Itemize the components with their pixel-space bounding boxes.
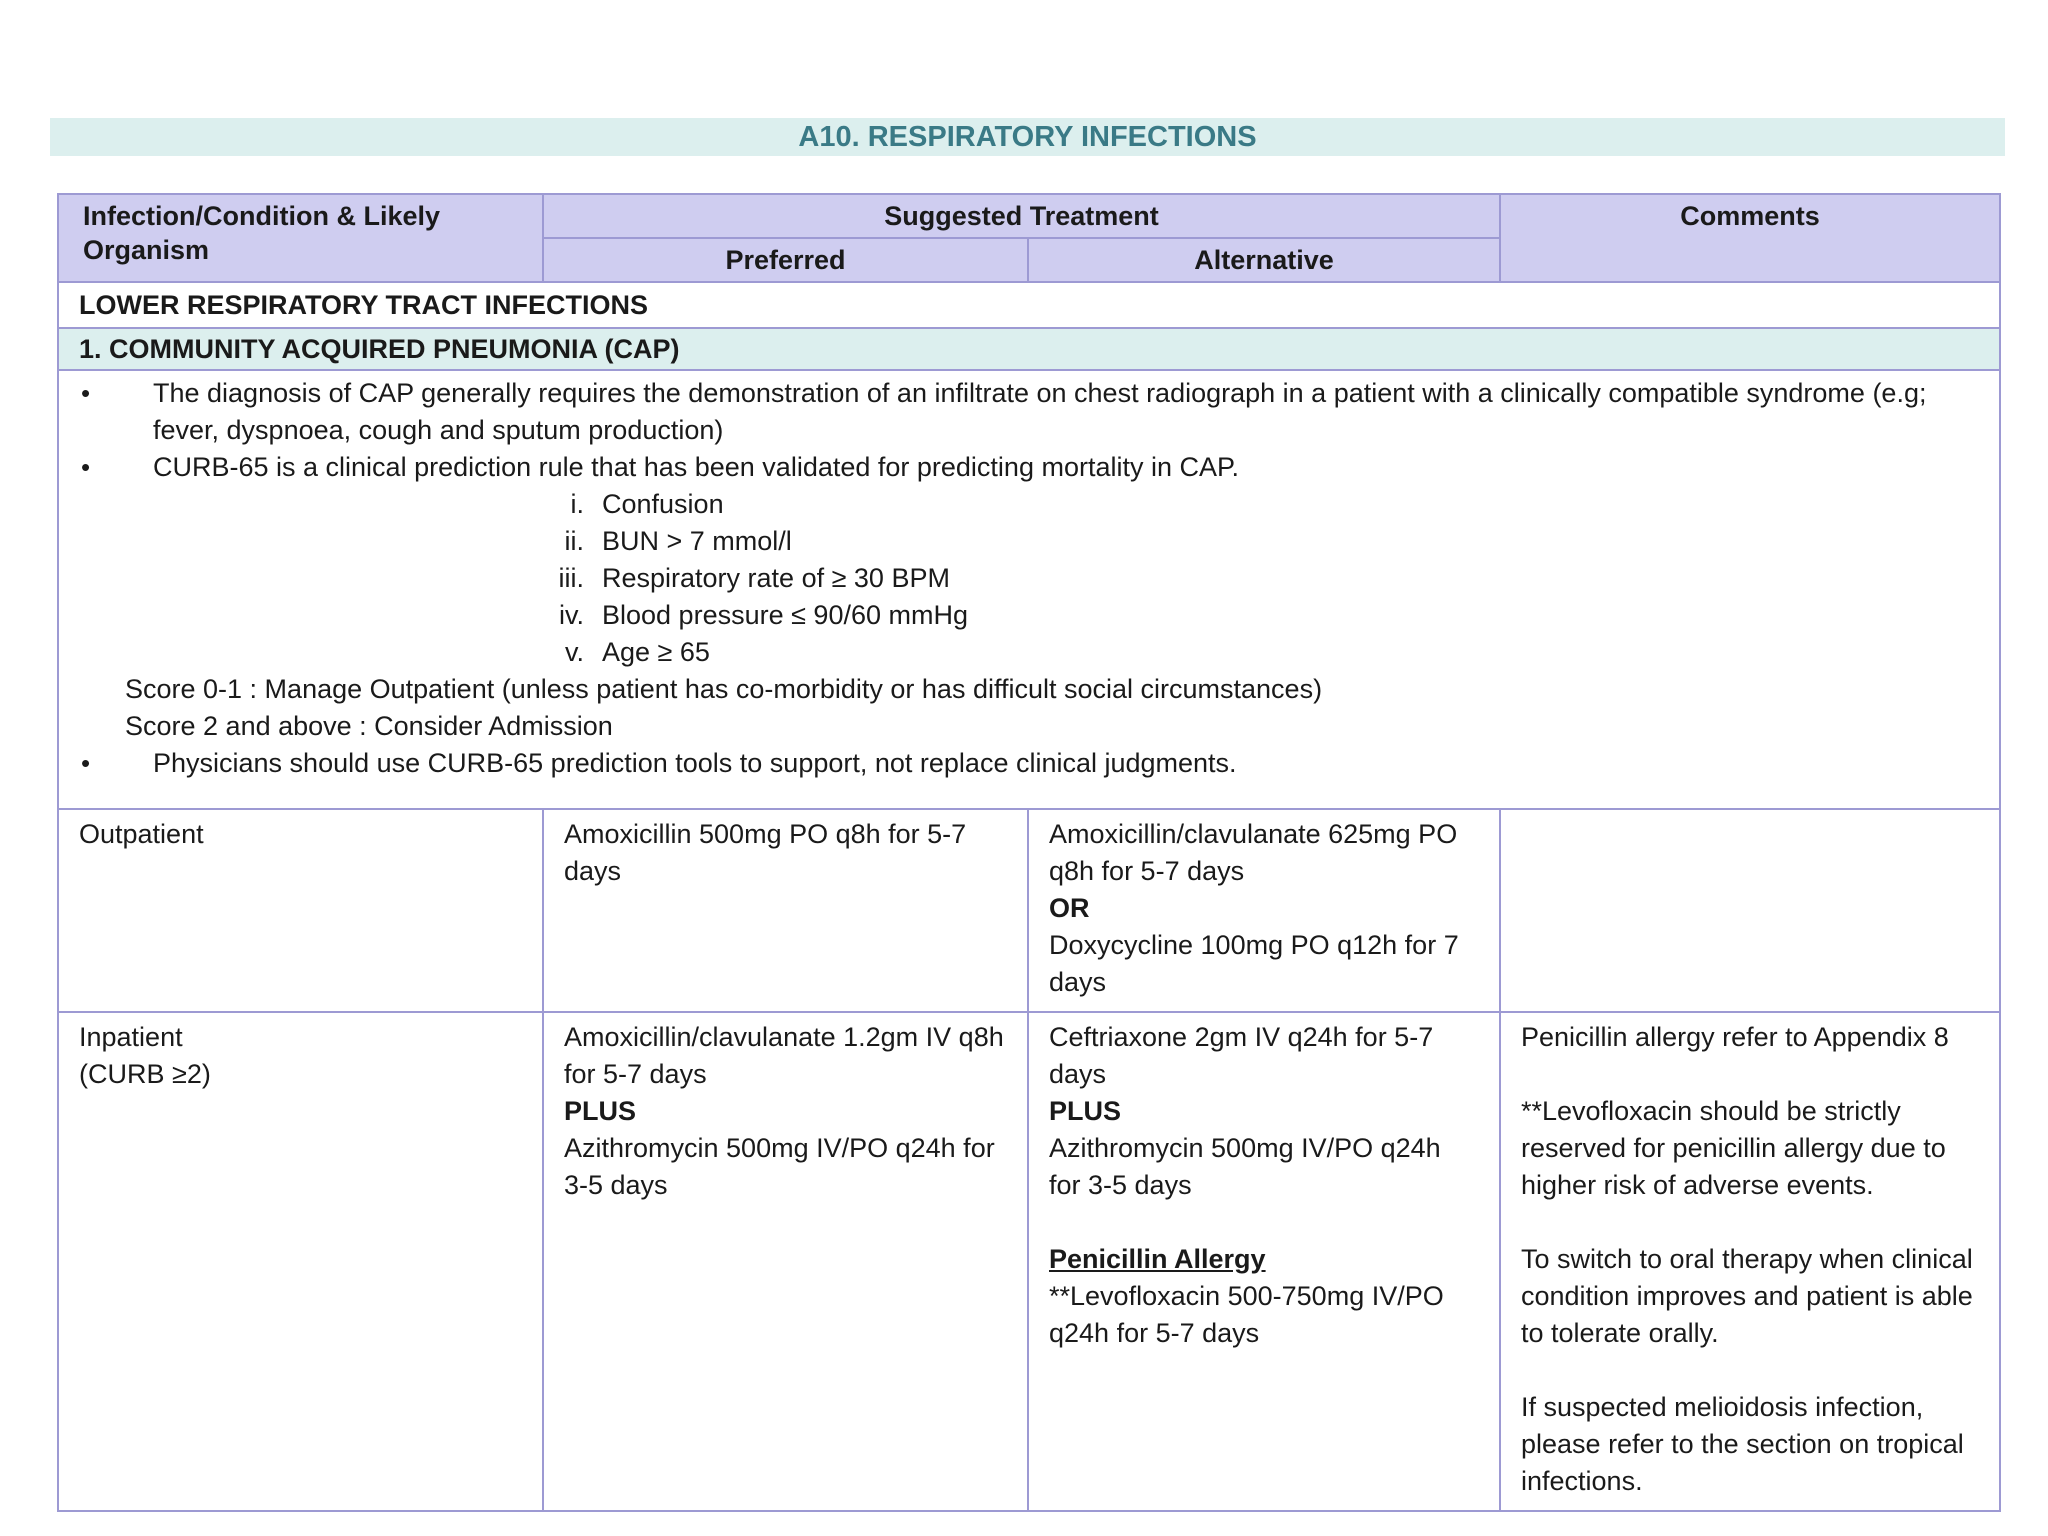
outpatient-condition: Outpatient (58, 809, 543, 1012)
notes-cell (58, 370, 2000, 809)
inpatient-alternative: Ceftriaxone 2gm IV q24h for 5-7 days PLUS Azithromycin 500mg IV/PO q24h for 3-5 days Penicillin Allergy **Levofloxacin 500-750mg IV/PO q24h for 5-7 days (1028, 1012, 1500, 1511)
penicillin-allergy-heading: Penicillin Allergy (1049, 1244, 1266, 1274)
inpatient-preferred: Amoxicillin/clavulanate 1.2gm IV q8h for 5-7 days PLUS Azithromycin 500mg IV/PO q24h for 3-5 days (543, 1012, 1028, 1511)
penicillin-allergy-levofloxacin: **Levofloxacin 500-750mg IV/PO q24h for 5-7 days (1049, 1281, 1444, 1348)
note-bullet-diagnosis: • The diagnosis of CAP generally requires the demonstration of an infiltrate on chest radiograph in a patient with a clinically compatible syndrome (e.g; fever, dyspnoea, cough and sputum production) (79, 375, 1979, 449)
section-row (58, 282, 2000, 328)
table-row-outpatient (58, 809, 2000, 1012)
outpatient-alternative (1028, 809, 1500, 1012)
outpatient-preferred: Amoxicillin 500mg PO q8h for 5-7 days (543, 809, 1028, 1012)
score-outpatient-note: Score 0-1 : Manage Outpatient (unless patient has co-morbidity or has difficult social circumstances) (125, 674, 1323, 704)
table-header-row (58, 194, 2000, 238)
score-admission-note: Score 2 and above : Consider Admission (125, 711, 613, 741)
header-alternative: Alternative (1028, 238, 1500, 282)
list-item: i. Confusion (570, 489, 724, 519)
treatment-table (57, 193, 2001, 1512)
banner-title: A10. RESPIRATORY INFECTIONS (798, 120, 1257, 153)
list-item: iv. Blood pressure ≤ 90/60 mmHg (559, 600, 968, 630)
subsection-title: 1. COMMUNITY ACQUIRED PNEUMONIA (CAP) (58, 328, 2000, 370)
subsection-row (58, 328, 2000, 370)
header-comments: Comments (1500, 194, 2000, 282)
outpatient-alt-amoxiclav: Amoxicillin/clavulanate 625mg PO q8h for 5-7 days (1049, 819, 1458, 886)
list-item: v. Age ≥ 65 (565, 637, 710, 667)
header-preferred: Preferred (543, 238, 1028, 282)
document-banner (50, 118, 2005, 156)
notes-row (58, 370, 2000, 809)
header-suggested-treatment: Suggested Treatment (543, 194, 1500, 238)
outpatient-alt-or: OR (1049, 893, 1090, 923)
note-bullet-physicians: • Physicians should use CURB-65 prediction tools to support, not replace clinical judgments. (79, 745, 1979, 782)
list-item: iii. Respiratory rate of ≥ 30 BPM (558, 563, 950, 593)
curb65-criteria-list (519, 486, 1979, 671)
list-item: ii. BUN > 7 mmol/l (564, 526, 792, 556)
section-title: LOWER RESPIRATORY TRACT INFECTIONS (58, 282, 2000, 328)
header-infection: Infection/Condition & Likely Organism (58, 194, 543, 282)
inpatient-condition: Inpatient (CURB ≥2) (58, 1012, 543, 1511)
outpatient-comments (1500, 809, 2000, 1012)
outpatient-alt-doxycycline: Doxycycline 100mg PO q12h for 7 days (1049, 930, 1459, 997)
note-bullet-curb65: • CURB-65 is a clinical prediction rule that has been validated for predicting mortality in CAP. (79, 449, 1979, 486)
inpatient-comments: Penicillin allergy refer to Appendix 8 **Levofloxacin should be strictly reserved for penicillin allergy due to higher risk of adverse events. To switch to oral therapy when clinical condition improves and patient is able to tolerate orally. If suspected melioidosis infection, please refer to the section on tropical infections. (1500, 1012, 2000, 1511)
table-row-inpatient (58, 1012, 2000, 1511)
